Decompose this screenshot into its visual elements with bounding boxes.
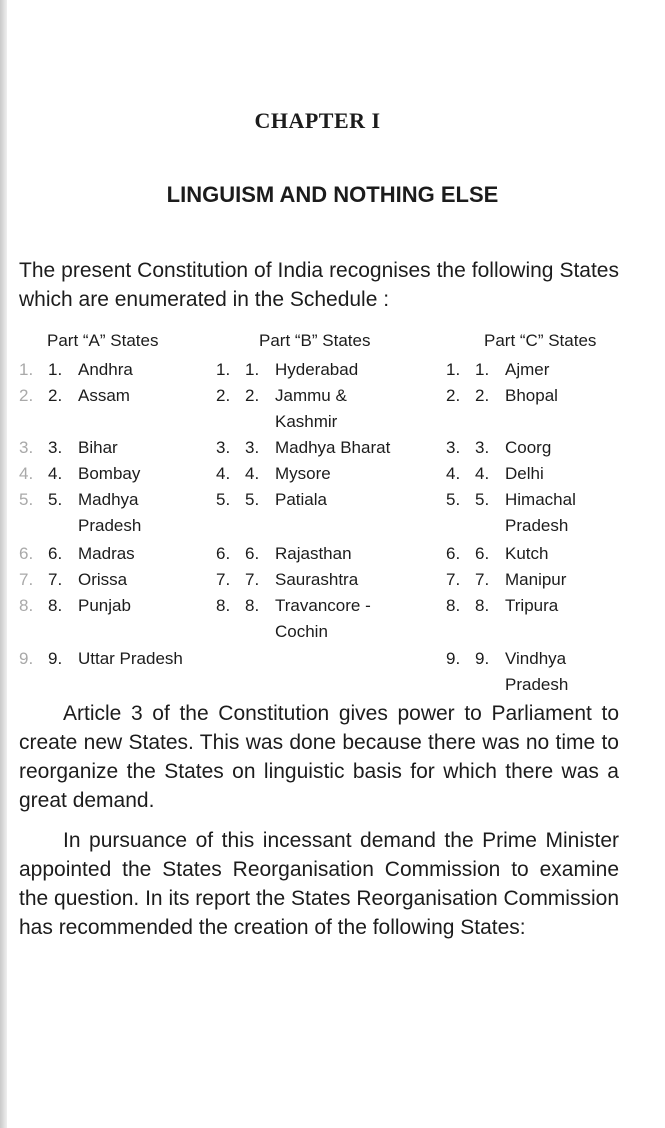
list-number: 4. <box>475 464 490 483</box>
list-number: 8. <box>245 596 260 615</box>
paragraph-text: Article 3 of the Constitution gives power to Parliament to create new States. This was done because there was no time to reorganize the States on linguistic basis for which there was a great demand. <box>19 702 619 812</box>
state-item <box>446 383 635 409</box>
list-number: 5. <box>475 490 490 509</box>
state-item <box>446 646 595 698</box>
chapter-heading: CHAPTER I <box>254 108 381 133</box>
list-number: 7. <box>48 570 63 589</box>
body-paragraph <box>19 699 619 815</box>
state-item <box>19 593 188 619</box>
state-item <box>216 383 370 435</box>
state-item <box>216 593 395 645</box>
list-marker: 6. <box>446 544 461 563</box>
state-name: Coorg <box>505 438 552 457</box>
list-number: 2. <box>475 386 490 405</box>
part-b-header: Part “B” States <box>259 331 371 350</box>
page-edge-shadow <box>0 0 7 1128</box>
state-item <box>216 487 415 513</box>
state-name: Patiala <box>275 490 327 509</box>
state-name: Orissa <box>78 570 128 589</box>
state-item <box>216 461 415 487</box>
state-item <box>19 487 163 539</box>
state-name: Rajasthan <box>275 544 352 563</box>
list-number: 6. <box>48 544 63 563</box>
list-marker: 4. <box>19 464 34 483</box>
intro-paragraph: The present Constitution of India recognises the following States which are enumerated in the Schedule : <box>19 259 619 311</box>
state-name: Madhya Bharat <box>275 438 391 457</box>
list-marker: 8. <box>216 596 231 615</box>
state-item <box>446 435 635 461</box>
list-number: 1. <box>245 360 260 379</box>
state-name: Travancore - Cochin <box>275 596 371 641</box>
list-marker: 1. <box>19 360 34 379</box>
list-number: 2. <box>245 386 260 405</box>
state-item <box>216 541 415 567</box>
list-marker: 1. <box>216 360 231 379</box>
paragraph-text: In pursuance of this incessant demand the Prime Minister appointed the States Reorganisation Commission to examine the question. In its report the States Reorganisation Commission has recommended the creation of the following States: <box>19 829 619 939</box>
list-marker: 2. <box>446 386 461 405</box>
state-item <box>216 357 415 383</box>
list-marker: 7. <box>19 570 34 589</box>
list-marker: 5. <box>216 490 231 509</box>
state-name: Saurashtra <box>275 570 359 589</box>
list-number: 4. <box>48 464 63 483</box>
list-number: 3. <box>48 438 63 457</box>
list-number: 1. <box>48 360 63 379</box>
state-name: Andhra <box>78 360 133 379</box>
list-marker: 9. <box>446 649 461 668</box>
list-number: 6. <box>245 544 260 563</box>
state-name: Madhya Pradesh <box>78 490 142 535</box>
list-marker: 3. <box>216 438 231 457</box>
state-name: Assam <box>78 386 130 405</box>
state-name: Ajmer <box>505 360 550 379</box>
list-number: 8. <box>475 596 490 615</box>
state-item <box>19 383 188 409</box>
state-name: Hyderabad <box>275 360 359 379</box>
state-item <box>19 541 188 567</box>
state-item <box>446 357 635 383</box>
list-number: 1. <box>475 360 490 379</box>
state-name: Vindhya Pradesh <box>505 649 569 694</box>
state-name: Himachal Pradesh <box>505 490 576 535</box>
list-number: 5. <box>245 490 260 509</box>
state-name: Manipur <box>505 570 567 589</box>
list-marker: 3. <box>19 438 34 457</box>
state-name: Bhopal <box>505 386 558 405</box>
state-name: Kutch <box>505 544 549 563</box>
list-marker: 3. <box>446 438 461 457</box>
body-paragraph <box>19 826 619 942</box>
state-item <box>19 435 188 461</box>
list-number: 8. <box>48 596 63 615</box>
state-name: Delhi <box>505 464 544 483</box>
list-number: 7. <box>475 570 490 589</box>
state-name: Bihar <box>78 438 118 457</box>
list-marker: 5. <box>19 490 34 509</box>
list-marker: 2. <box>19 386 34 405</box>
list-marker: 8. <box>446 596 461 615</box>
list-number: 7. <box>245 570 260 589</box>
list-number: 5. <box>48 490 63 509</box>
state-name: Bombay <box>78 464 141 483</box>
list-marker: 5. <box>446 490 461 509</box>
state-item <box>446 487 600 539</box>
state-item <box>446 567 635 593</box>
state-item <box>19 646 218 672</box>
list-number: 4. <box>245 464 260 483</box>
list-marker: 7. <box>216 570 231 589</box>
list-number: 9. <box>475 649 490 668</box>
state-item <box>19 357 188 383</box>
list-marker: 4. <box>446 464 461 483</box>
chapter-title: LINGUISM AND NOTHING ELSE <box>166 182 499 207</box>
state-item <box>19 461 188 487</box>
list-marker: 1. <box>446 360 461 379</box>
list-marker: 6. <box>19 544 34 563</box>
state-item <box>446 541 635 567</box>
list-number: 3. <box>475 438 490 457</box>
state-item <box>216 567 415 593</box>
state-item <box>216 435 425 461</box>
state-name: Madras <box>78 544 135 563</box>
state-item <box>446 461 635 487</box>
list-marker: 2. <box>216 386 231 405</box>
list-marker: 8. <box>19 596 34 615</box>
part-a-header: Part “A” States <box>47 331 159 350</box>
list-number: 6. <box>475 544 490 563</box>
list-marker: 9. <box>19 649 34 668</box>
part-c-header: Part “C” States <box>484 331 597 350</box>
list-marker: 6. <box>216 544 231 563</box>
list-number: 2. <box>48 386 63 405</box>
state-item <box>19 567 188 593</box>
list-number: 3. <box>245 438 260 457</box>
state-name: Punjab <box>78 596 131 615</box>
state-name: Uttar Pradesh <box>78 649 183 668</box>
state-name: Tripura <box>505 596 559 615</box>
state-name: Mysore <box>275 464 331 483</box>
state-name: Jammu & Kashmir <box>275 386 347 431</box>
list-marker: 7. <box>446 570 461 589</box>
list-marker: 4. <box>216 464 231 483</box>
state-item <box>446 593 635 619</box>
list-number: 9. <box>48 649 63 668</box>
